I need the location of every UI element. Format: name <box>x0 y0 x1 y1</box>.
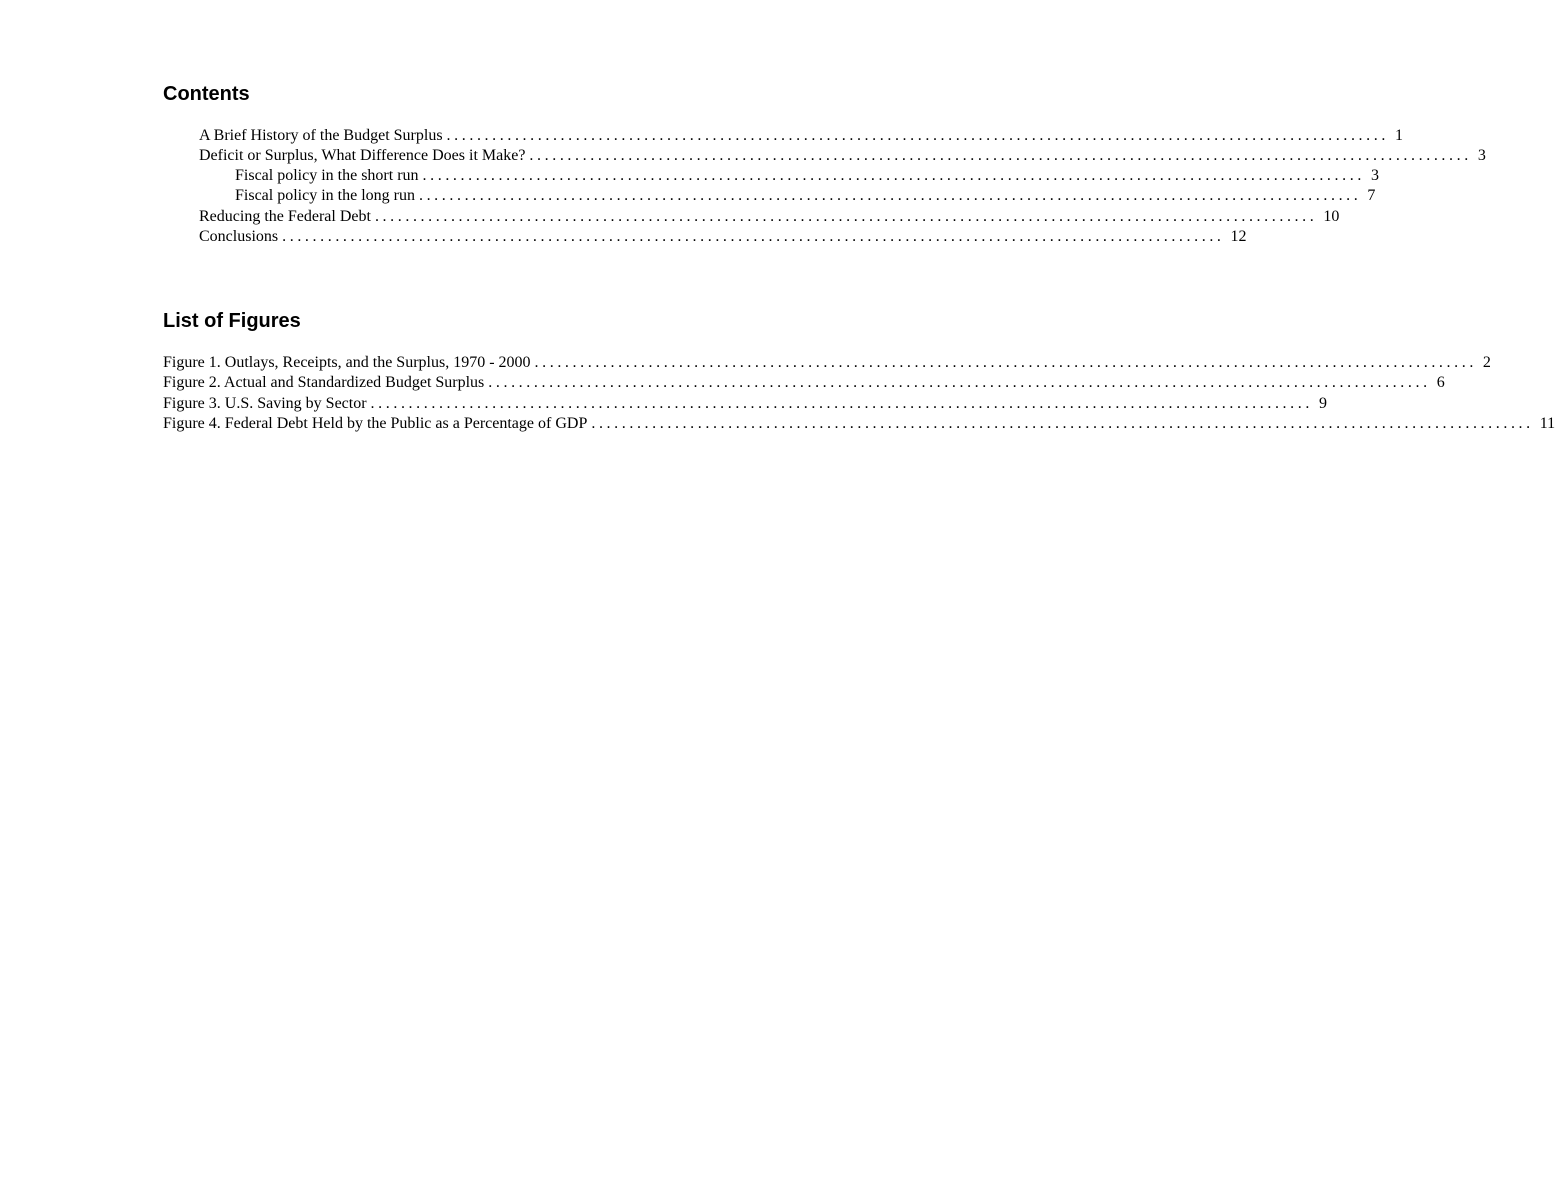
dot-leader: ............................................................................................................................ <box>591 415 1534 432</box>
toc-entry[interactable] <box>199 146 1486 166</box>
toc-entry-page: 12 <box>1230 228 1247 245</box>
figure-entry-page: 9 <box>1318 395 1327 412</box>
dot-leader: ............................................................................................................................ <box>534 354 1477 371</box>
toc-subentry[interactable] <box>235 186 1376 206</box>
toc-entry-page: 7 <box>1367 187 1376 204</box>
dot-leader: ............................................................................................................................ <box>282 228 1225 245</box>
toc-entry[interactable] <box>199 227 1247 247</box>
figure-entry-title: Figure 3. U.S. Saving by Sector <box>163 394 371 414</box>
dot-leader: ............................................................................................................................ <box>529 147 1472 164</box>
figure-entry-title: Figure 4. Federal Debt Held by the Public as a Percentage of GDP <box>163 414 591 434</box>
toc-entry-page: 10 <box>1323 208 1340 225</box>
toc-entry-title: Conclusions <box>199 227 282 247</box>
toc-entry-title: Deficit or Surplus, What Difference Does it Make? <box>199 146 529 166</box>
figure-entry[interactable] <box>163 394 1327 414</box>
toc-entry-page: 3 <box>1477 147 1486 164</box>
toc-entry[interactable] <box>199 207 1340 227</box>
figure-entry[interactable] <box>163 373 1445 393</box>
dot-leader: ............................................................................................................................ <box>446 127 1389 144</box>
toc-entry-title: Fiscal policy in the long run <box>235 186 419 206</box>
figure-entry-title: Figure 2. Actual and Standardized Budget Surplus <box>163 373 488 393</box>
toc-entry[interactable] <box>199 126 1403 146</box>
toc-entry-title: Fiscal policy in the short run <box>235 166 423 186</box>
toc-subentry[interactable] <box>235 166 1379 186</box>
figure-entry-page: 2 <box>1482 354 1491 371</box>
figure-entry-title: Figure 1. Outlays, Receipts, and the Surplus, 1970 - 2000 <box>163 353 535 373</box>
dot-leader: ............................................................................................................................ <box>374 208 1318 225</box>
dot-leader: ............................................................................................................................ <box>418 187 1362 204</box>
toc-entry-title: Reducing the Federal Debt <box>199 207 375 227</box>
list-of-figures-heading: List of Figures <box>163 310 301 332</box>
figure-entry[interactable] <box>163 353 1491 373</box>
dot-leader: ............................................................................................................................ <box>370 395 1313 412</box>
dot-leader: ............................................................................................................................ <box>488 374 1431 391</box>
dot-leader: ............................................................................................................................ <box>422 167 1365 184</box>
toc-entry-title: A Brief History of the Budget Surplus <box>199 126 447 146</box>
figure-entry-page: 6 <box>1436 374 1445 391</box>
toc-entry-page: 1 <box>1394 127 1403 144</box>
toc-entry-page: 3 <box>1370 167 1379 184</box>
figure-entry[interactable] <box>163 414 1555 434</box>
contents-heading: Contents <box>163 83 250 105</box>
figure-entry-page: 11 <box>1539 415 1555 432</box>
